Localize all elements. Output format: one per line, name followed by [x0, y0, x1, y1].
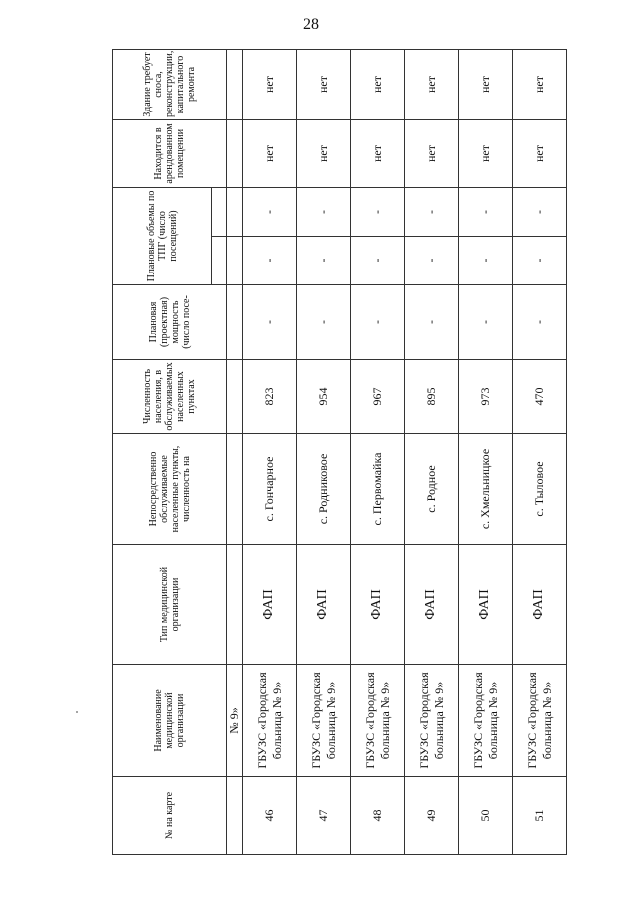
continuation-rebuild	[227, 49, 243, 119]
cell-rebuild: нет	[405, 49, 459, 119]
cell-num: 47	[297, 777, 351, 855]
cell-capacity: -	[297, 285, 351, 360]
continuation-rented	[227, 119, 243, 187]
cell-rented: нет	[243, 119, 297, 187]
continuation-name: № 9»	[227, 665, 243, 777]
header-rented: Находится в арендованном помещении	[113, 119, 227, 187]
header-rebuild: Здание требует сноса, реконструкции, капитального ремонта	[113, 49, 227, 119]
medical-facilities-table	[112, 49, 567, 855]
table-row	[243, 49, 297, 854]
cell-settlement: с. Первомайка	[351, 434, 405, 545]
table-row	[405, 49, 459, 854]
cell-rebuild: нет	[243, 49, 297, 119]
cell-settlement: с. Хмельницкое	[459, 434, 513, 545]
header-volumes-sub2	[212, 187, 227, 236]
cell-settlement: с. Родниковое	[297, 434, 351, 545]
header-settlements: Непосредственно обслуживаемые населенные пункты, численность на	[113, 434, 227, 545]
continuation-vol1	[227, 237, 243, 285]
header-num: № на карте	[113, 777, 227, 855]
continuation-population	[227, 360, 243, 434]
cell-rented: нет	[351, 119, 405, 187]
cell-num: 48	[351, 777, 405, 855]
cell-type: ФАП	[297, 545, 351, 665]
cell-rebuild: нет	[513, 49, 567, 119]
cell-vol1: -	[459, 237, 513, 285]
header-volumes: Плановые объемы по ТПГ (число посещений)	[113, 187, 212, 284]
cell-num: 51	[513, 777, 567, 855]
cell-population: 954	[297, 360, 351, 434]
continuation-row	[227, 49, 243, 854]
cell-type: ФАП	[513, 545, 567, 665]
cell-name: ГБУЗС «Городская больница № 9»	[459, 665, 513, 777]
cell-rented: нет	[513, 119, 567, 187]
cell-num: 46	[243, 777, 297, 855]
table-row	[351, 49, 405, 854]
header-population: Численность населения, в обслуживаемых населенных пунктах	[113, 360, 227, 434]
cell-name: ГБУЗС «Городская больница № 9»	[243, 665, 297, 777]
cell-vol2: -	[297, 187, 351, 236]
cell-capacity: -	[351, 285, 405, 360]
cell-vol2: -	[513, 187, 567, 236]
cell-capacity: -	[513, 285, 567, 360]
cell-type: ФАП	[243, 545, 297, 665]
header-type: Тип медицинской организации	[113, 545, 227, 665]
cell-rented: нет	[459, 119, 513, 187]
cell-capacity: -	[405, 285, 459, 360]
cell-name: ГБУЗС «Городская больница № 9»	[297, 665, 351, 777]
cell-vol2: -	[351, 187, 405, 236]
cell-settlement: с. Гончарное	[243, 434, 297, 545]
cell-population: 973	[459, 360, 513, 434]
cell-vol1: -	[513, 237, 567, 285]
cell-capacity: -	[459, 285, 513, 360]
cell-rebuild: нет	[459, 49, 513, 119]
table-frame	[112, 50, 554, 855]
page-number: 28	[303, 16, 319, 33]
header-capacity: Плановая (проектная) мощность (число посе-	[113, 285, 227, 360]
scan-speck	[76, 711, 78, 713]
cell-vol2: -	[459, 187, 513, 236]
cell-vol2: -	[405, 187, 459, 236]
cell-vol1: -	[405, 237, 459, 285]
continuation-vol2	[227, 187, 243, 236]
header-volumes-sub1	[212, 237, 227, 285]
rotated-table-wrapper	[112, 50, 554, 855]
cell-type: ФАП	[405, 545, 459, 665]
cell-name: ГБУЗС «Городская больница № 9»	[351, 665, 405, 777]
cell-num: 49	[405, 777, 459, 855]
cell-population: 967	[351, 360, 405, 434]
cell-vol1: -	[297, 237, 351, 285]
table-row	[513, 49, 567, 854]
cell-type: ФАП	[459, 545, 513, 665]
table-row	[459, 49, 513, 854]
cell-rebuild: нет	[351, 49, 405, 119]
cell-vol1: -	[351, 237, 405, 285]
cell-rented: нет	[297, 119, 351, 187]
cell-vol1: -	[243, 237, 297, 285]
cell-rebuild: нет	[297, 49, 351, 119]
cell-settlement: с. Родное	[405, 434, 459, 545]
header-name: Наименование медицинской организации	[113, 665, 227, 777]
cell-type: ФАП	[351, 545, 405, 665]
continuation-capacity	[227, 285, 243, 360]
cell-name: ГБУЗС «Городская больница № 9»	[405, 665, 459, 777]
cell-population: 823	[243, 360, 297, 434]
cell-num: 50	[459, 777, 513, 855]
cell-population: 470	[513, 360, 567, 434]
cell-population: 895	[405, 360, 459, 434]
cell-vol2: -	[243, 187, 297, 236]
continuation-settlement	[227, 434, 243, 545]
cell-name: ГБУЗС «Городская больница № 9»	[513, 665, 567, 777]
table-row	[297, 49, 351, 854]
continuation-type	[227, 545, 243, 665]
continuation-num	[227, 777, 243, 855]
cell-settlement: с. Тыловое	[513, 434, 567, 545]
cell-capacity: -	[243, 285, 297, 360]
cell-rented: нет	[405, 119, 459, 187]
header-row	[113, 49, 212, 854]
